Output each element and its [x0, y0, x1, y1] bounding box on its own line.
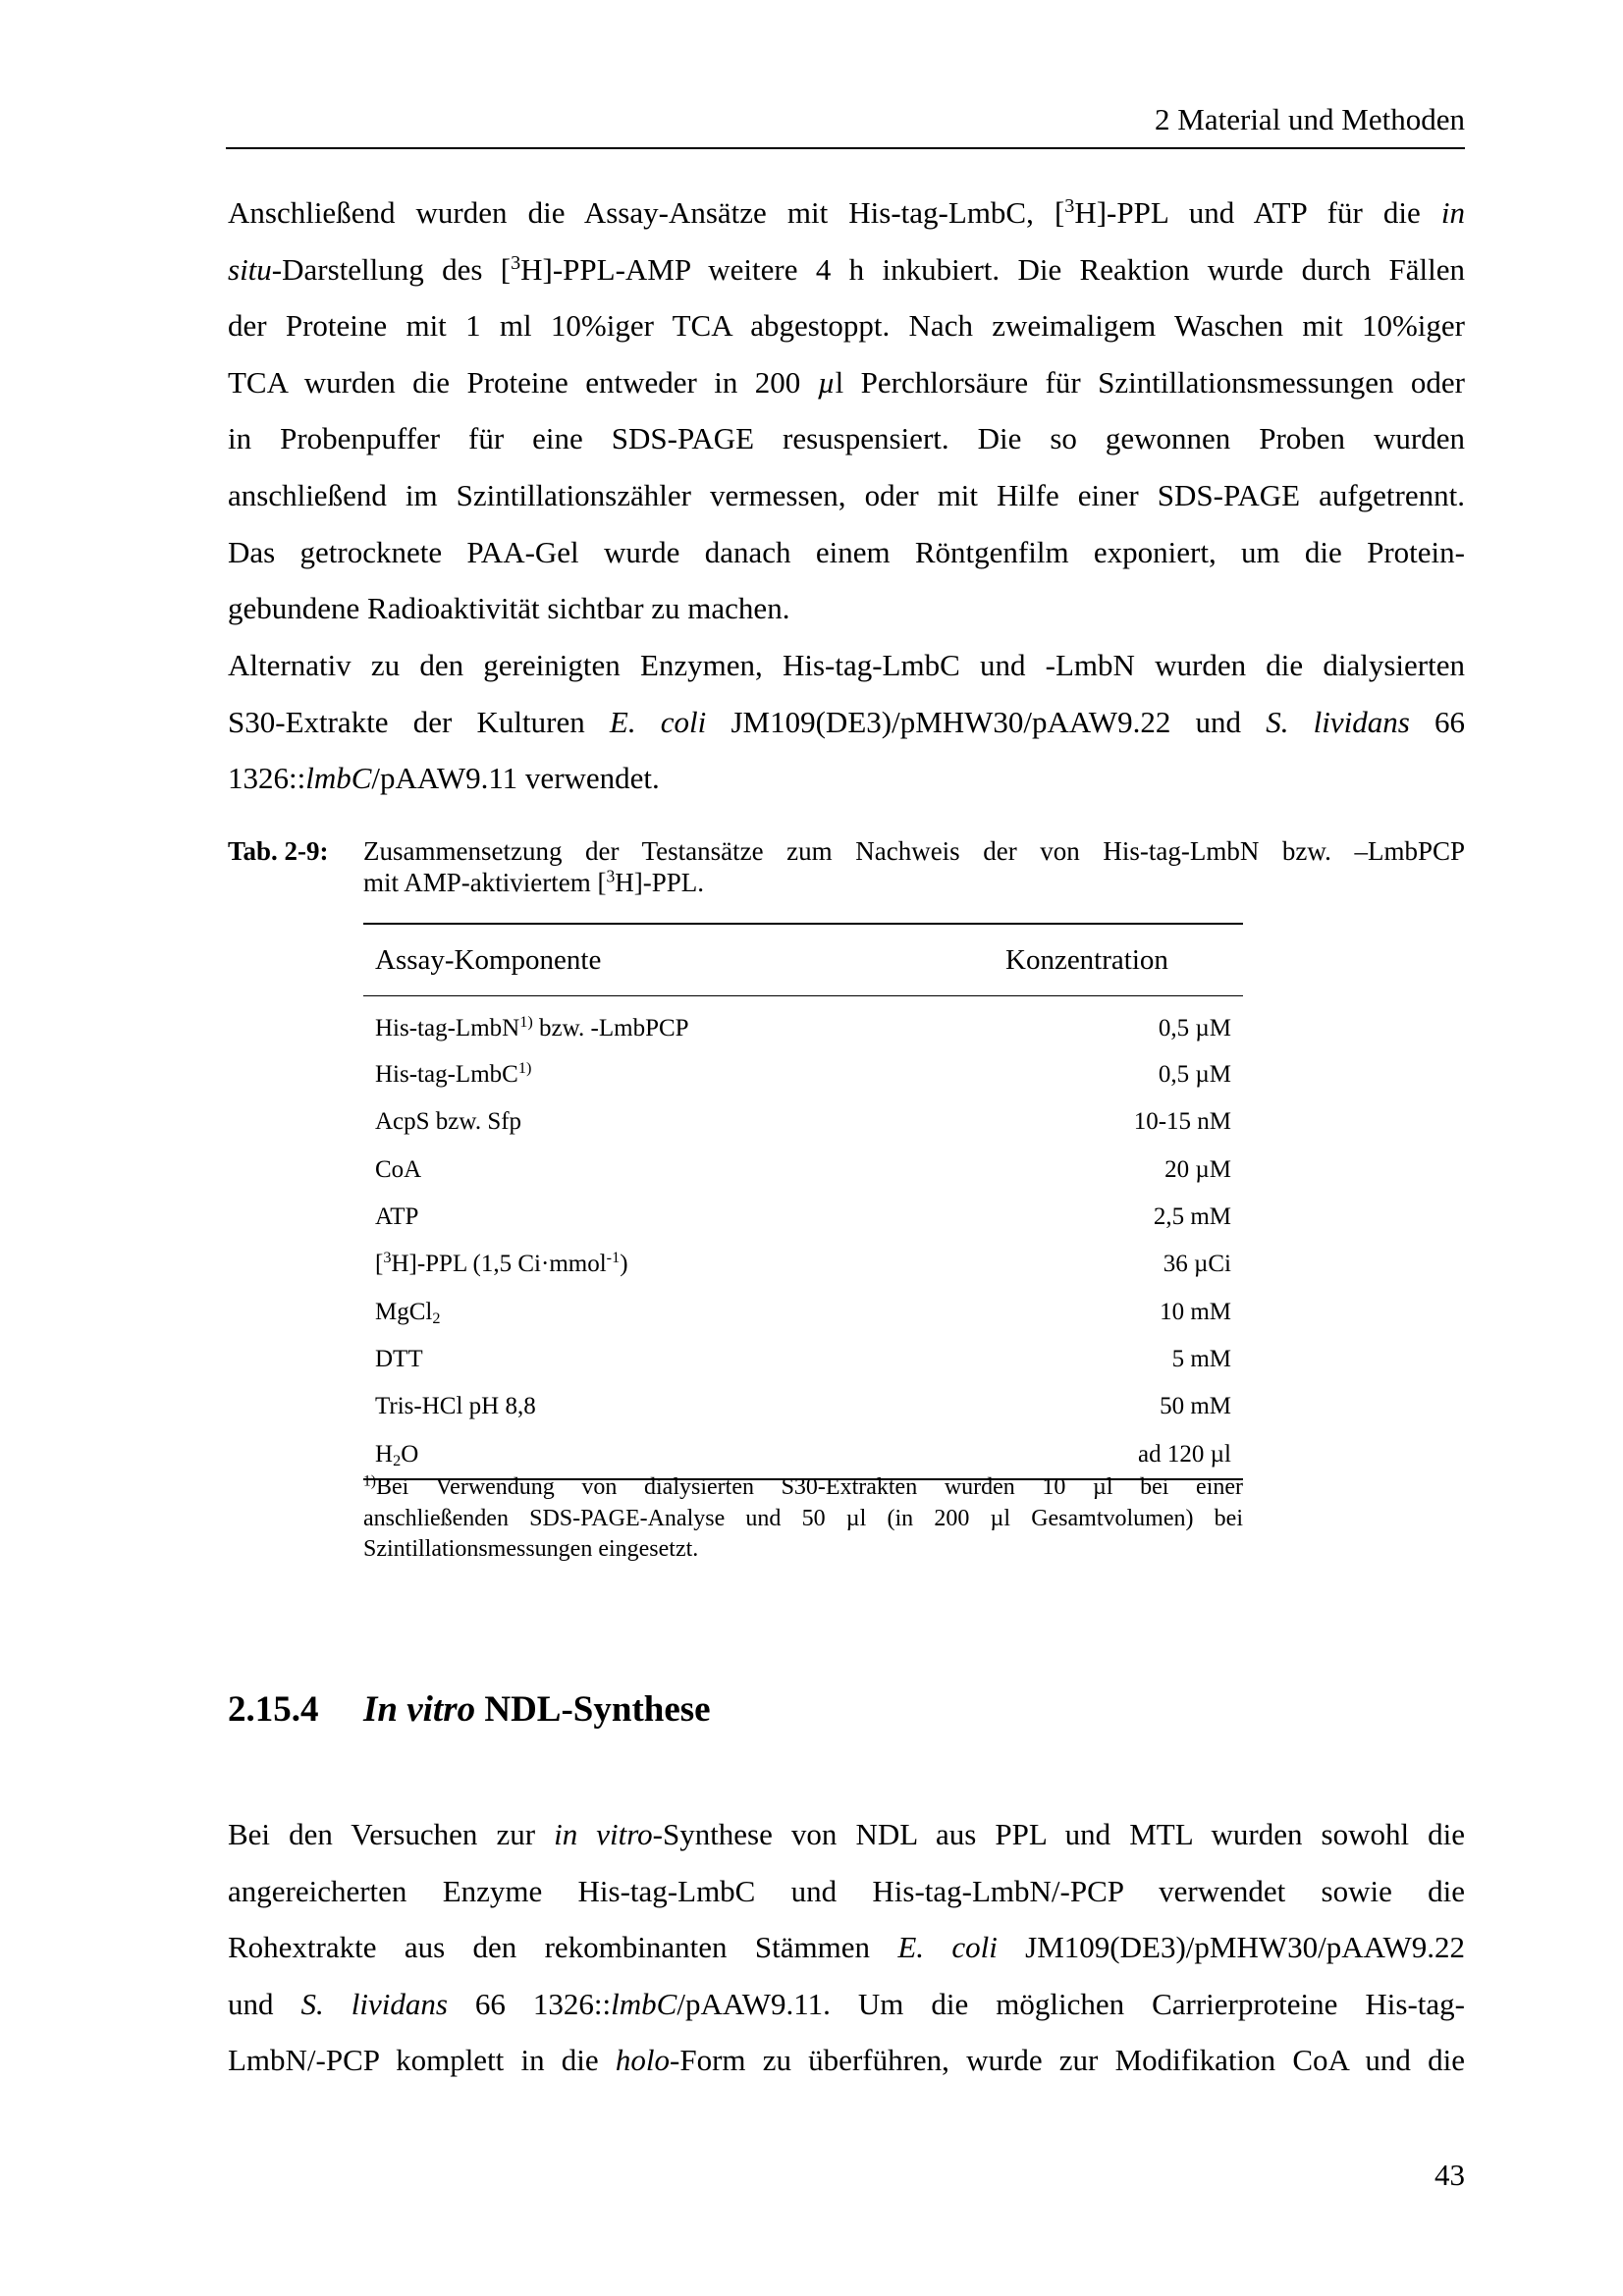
table-row	[363, 1098, 1243, 1146]
component-cell: $H_2O$	[363, 1430, 1005, 1478]
concentration-cell: 10-15 nM	[1133, 1108, 1231, 1136]
text-line: und S. lividans 66 1326::lmbC/pAAW9.11. Um die möglichen Carrierproteine His-tag-	[228, 1986, 1466, 2021]
concentration-cell: 0,5 µM	[1158, 1015, 1231, 1041]
text-line: Anschließend wurden die Assay-Ansätze mit His-tag-LmbC, [$^3$H]-PPL und ATP für die in	[228, 194, 1465, 230]
concentration-cell: 36 µCi	[1163, 1251, 1231, 1278]
paragraph-alternative	[228, 637, 1465, 807]
table-row	[363, 1383, 1243, 1430]
table-row	[363, 1288, 1243, 1335]
footnote-line: Szintillationsmessungen eingesetzt.	[363, 1536, 699, 1562]
table-row	[363, 1336, 1243, 1383]
component-cell: MgCl$_2$	[375, 1298, 441, 1327]
component-cell: His-tag-LmbN$^{1)}$ bzw. -LmbPCP	[375, 1013, 689, 1041]
assay-components-table	[363, 923, 1243, 1480]
running-header: 2 Material und Methoden	[1155, 102, 1465, 136]
text-line: Rohextrakte aus den rekombinanten Stämmen E. coli JM109(DE3)/pMHW30/pAAW9.22	[228, 1930, 1466, 1965]
footnote-line: anschließenden SDS-PAGE-Analyse und 50 µl (in 200 µl Gesamtvolumen) bei	[363, 1505, 1243, 1531]
text-line: anschließend im Szintillationszähler vermessen, oder mit Hilfe einer SDS-PAGE aufgetrennt.	[228, 477, 1465, 512]
component-cell: [$^3$H]-PPL (1,5 Ci·mmol$^{-1}$)	[375, 1249, 628, 1278]
concentration-cell: 50 mM	[1160, 1393, 1231, 1420]
text-line: 1326::lmbC/pAAW9.11 verwendet.	[228, 761, 660, 796]
text-line: in Probenpuffer für eine SDS-PAGE resuspensiert. Die so gewonnen Proben wurden	[228, 421, 1465, 456]
table-row	[363, 1051, 1243, 1098]
column-header: Assay-Komponente	[363, 924, 1005, 996]
text-line: LmbN/-PCP komplett in die holo-Form zu überführen, wurde zur Modifikation CoA und die	[228, 2043, 1466, 2078]
component-cell: His-tag-LmbC$^{1)}$	[375, 1059, 532, 1089]
component-cell: ATP	[375, 1203, 419, 1231]
paragraph-assay-procedure	[228, 185, 1465, 637]
text-line: Alternativ zu den gereinigten Enzymen, His-tag-LmbC und -LmbN wurden die dialysierten	[228, 648, 1465, 682]
text-line: der Proteine mit 1 ml 10%iger TCA abgestoppt. Nach zweimaligem Waschen mit 10%iger	[228, 308, 1465, 344]
header-rule	[226, 147, 1465, 149]
text-line: TCA wurden die Proteine entweder in 200 µl Perchlorsäure für Szintillationsmessungen oder	[228, 364, 1466, 400]
section-title-italic: In vitro	[363, 1689, 476, 1730]
text-line: angereicherten Enzyme His-tag-LmbC und His-tag-LmbN/-PCP verwendet sowie die	[228, 1873, 1465, 1908]
concentration-cell: 20 µM	[1164, 1155, 1231, 1183]
concentration-cell: 0,5 µM	[1158, 1061, 1231, 1089]
concentration-cell: ad 120 µl	[1005, 1430, 1243, 1478]
concentration-cell: 10 mM	[1160, 1298, 1231, 1325]
table-header-row	[363, 924, 1243, 996]
table-caption-text: Zusammensetzung der Testansätze zum Nachweis der von His-tag-LmbN bzw. –LmbPCP	[363, 836, 1465, 866]
table-row	[363, 996, 1243, 1052]
table-row	[363, 1241, 1243, 1288]
concentration-cell: 2,5 mM	[1153, 1203, 1231, 1231]
text-line: S30-Extrakte der Kulturen E. coli JM109(DE3)/pMHW30/pAAW9.22 und S. lividans 66	[228, 704, 1466, 739]
text-line: Das getrocknete PAA-Gel wurde danach einem Röntgenfilm exponiert, um die Protein-	[228, 534, 1465, 569]
text-line: Bei den Versuchen zur in vitro-Synthese von NDL aus PPL und MTL wurden sowohl die	[228, 1817, 1465, 1851]
table-row	[363, 1194, 1243, 1241]
section-title: NDL-Synthese	[475, 1689, 711, 1730]
table-row	[363, 1147, 1243, 1194]
footnote-line: $^{1)}$Bei Verwendung von dialysierten S30-Extrakten wurden 10 µl bei einer	[363, 1472, 1243, 1500]
column-header: Konzentration	[1005, 924, 1243, 996]
text-line: situ-Darstellung des [$^3$H]-PPL-AMP weitere 4 h inkubiert. Die Reaktion wurde durch Fällen	[228, 251, 1465, 287]
component-cell: DTT	[375, 1345, 423, 1372]
component-cell: Tris-HCl pH 8,8	[375, 1393, 536, 1420]
component-cell: CoA	[375, 1155, 422, 1183]
section-number: 2.15.4	[228, 1689, 319, 1730]
table-footnote	[363, 1472, 1243, 1566]
text-line: gebundene Radioaktivität sichtbar zu machen.	[228, 591, 790, 626]
paragraph-ndl-synthesis	[228, 1806, 1465, 2089]
table-caption-text: mit AMP-aktiviertem [$^3$H]-PPL.	[363, 866, 705, 897]
table-caption-label: Tab. 2-9:	[228, 836, 329, 866]
page-number: 43	[1434, 2158, 1465, 2192]
section-heading	[228, 1688, 711, 1731]
component-cell: AcpS bzw. Sfp	[375, 1108, 522, 1136]
concentration-cell: 5 mM	[1171, 1345, 1231, 1372]
